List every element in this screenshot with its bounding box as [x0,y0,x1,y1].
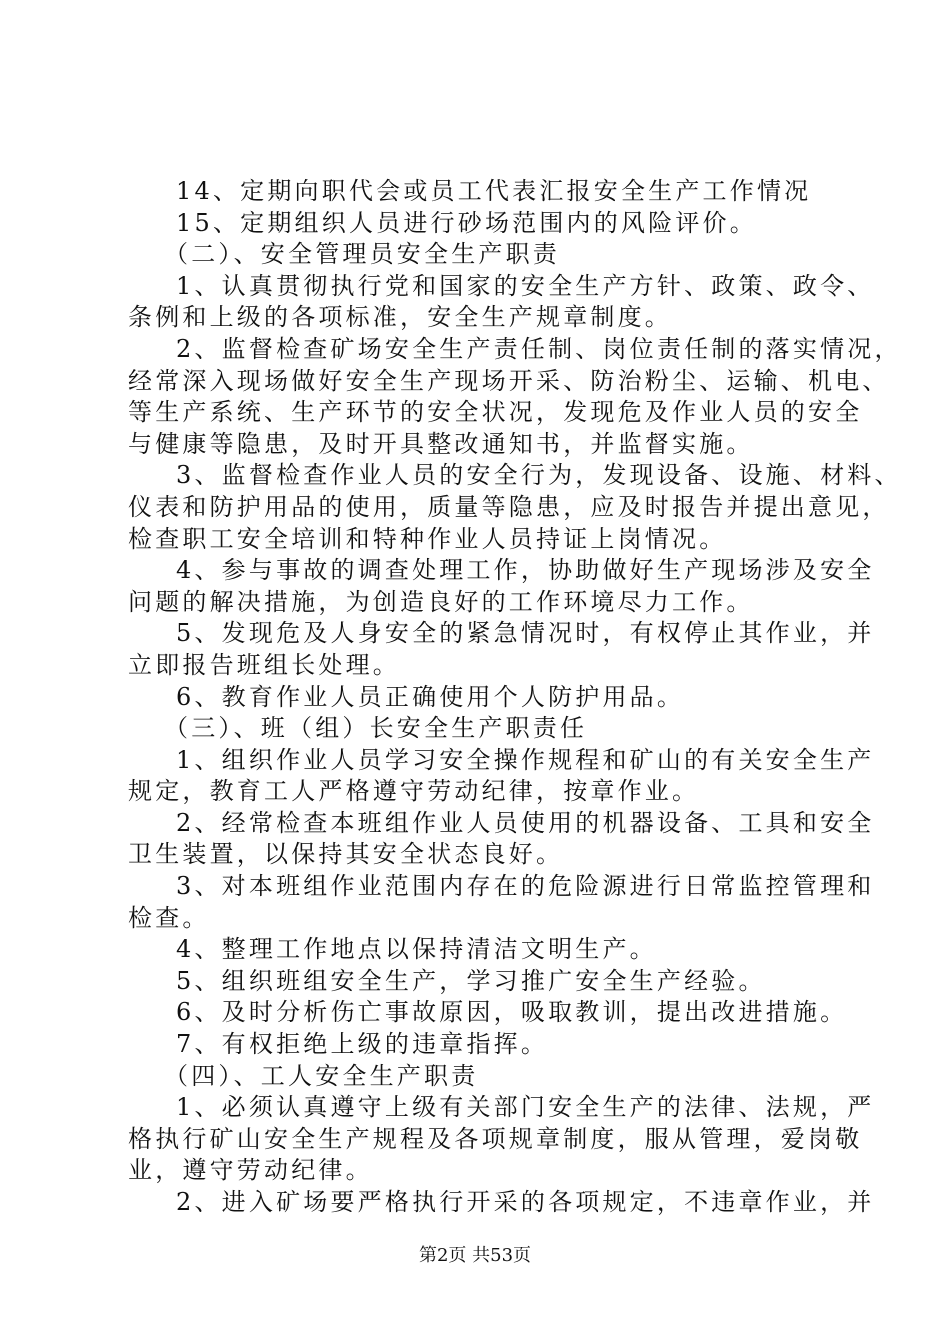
document-body [128,176,902,1219]
text-line: 1、组织作业人员学习安全操作规程和矿山的有关安全生产 [176,745,875,774]
text-line: 2、监督检查矿场安全生产责任制、岗位责任制的落实情况， [176,334,902,363]
text-line: 15、定期组织人员进行砂场范围内的风险评价。 [176,208,757,237]
section-heading: （三）、班（组）长安全生产职责任 [164,714,588,743]
text-line: 7、有权拒绝上级的违章指挥。 [176,1030,549,1059]
text-line: 检查。 [128,903,210,932]
text-line: 格执行矿山安全生产规程及各项规章制度，服从管理，爱岗敬 [128,1124,863,1153]
text-line: 2、经常检查本班组作业人员使用的机器设备、工具和安全 [176,808,875,837]
text-line: 1、必须认真遵守上级有关部门安全生产的法律、法规，严 [176,1093,875,1122]
text-line: 4、整理工作地点以保持清洁文明生产。 [176,935,657,964]
text-line: 14、定期向职代会或员工代表汇报安全生产工作情况 [176,177,812,205]
text-line: 6、教育作业人员正确使用个人防护用品。 [176,682,685,711]
text-line: 3、对本班组作业范围内存在的危险源进行日常监控管理和 [176,872,875,901]
text-line: 4、参与事故的调查处理工作，协助做好生产现场涉及安全 [176,556,875,585]
page-number-footer: 第2页 共53页 [418,1245,532,1266]
text-line: 与健康等隐患，及时开具整改通知书，并监督实施。 [128,429,754,458]
text-line: 6、及时分析伤亡事故原因，吸取教训，提出改进措施。 [176,998,848,1027]
section-heading: （四）、工人安全生产职责 [164,1061,479,1090]
text-line: 规定，教育工人严格遵守劳动纪律，按章作业。 [128,777,700,806]
text-line: 经常深入现场做好安全生产现场开采、防治粉尘、运输、机电、 [128,366,890,395]
text-line: 仪表和防护用品的使用，质量等隐患，应及时报告并提出意见， [128,492,890,521]
text-line: 3、监督检查作业人员的安全行为，发现设备、设施、材料、 [176,461,902,490]
text-line: 1、认真贯彻执行党和国家的安全生产方针、政策、政令、 [176,271,875,300]
text-line: 问题的解决措施，为创造良好的工作环境尽力工作。 [128,587,754,616]
text-line: 2、进入矿场要严格执行开采的各项规定，不违章作业，并 [176,1188,875,1216]
text-line: 条例和上级的各项标准，安全生产规章制度。 [128,303,672,332]
text-line: 业，遵守劳动纪律。 [128,1156,373,1185]
text-line: 卫生装置，以保持其安全状态良好。 [128,840,564,869]
text-line: 5、组织班组安全生产，学习推广安全生产经验。 [176,966,766,995]
text-line: 5、发现危及人身安全的紧急情况时，有权停止其作业，并 [176,619,875,648]
text-line: 等生产系统、生产环节的安全状况，发现危及作业人员的安全 [128,398,863,427]
text-line: 立即报告班组长处理。 [128,650,400,679]
section-heading: （二）、安全管理员安全生产职责 [164,240,560,269]
text-line: 检查职工安全培训和特种作业人员持证上岗情况。 [128,524,727,553]
